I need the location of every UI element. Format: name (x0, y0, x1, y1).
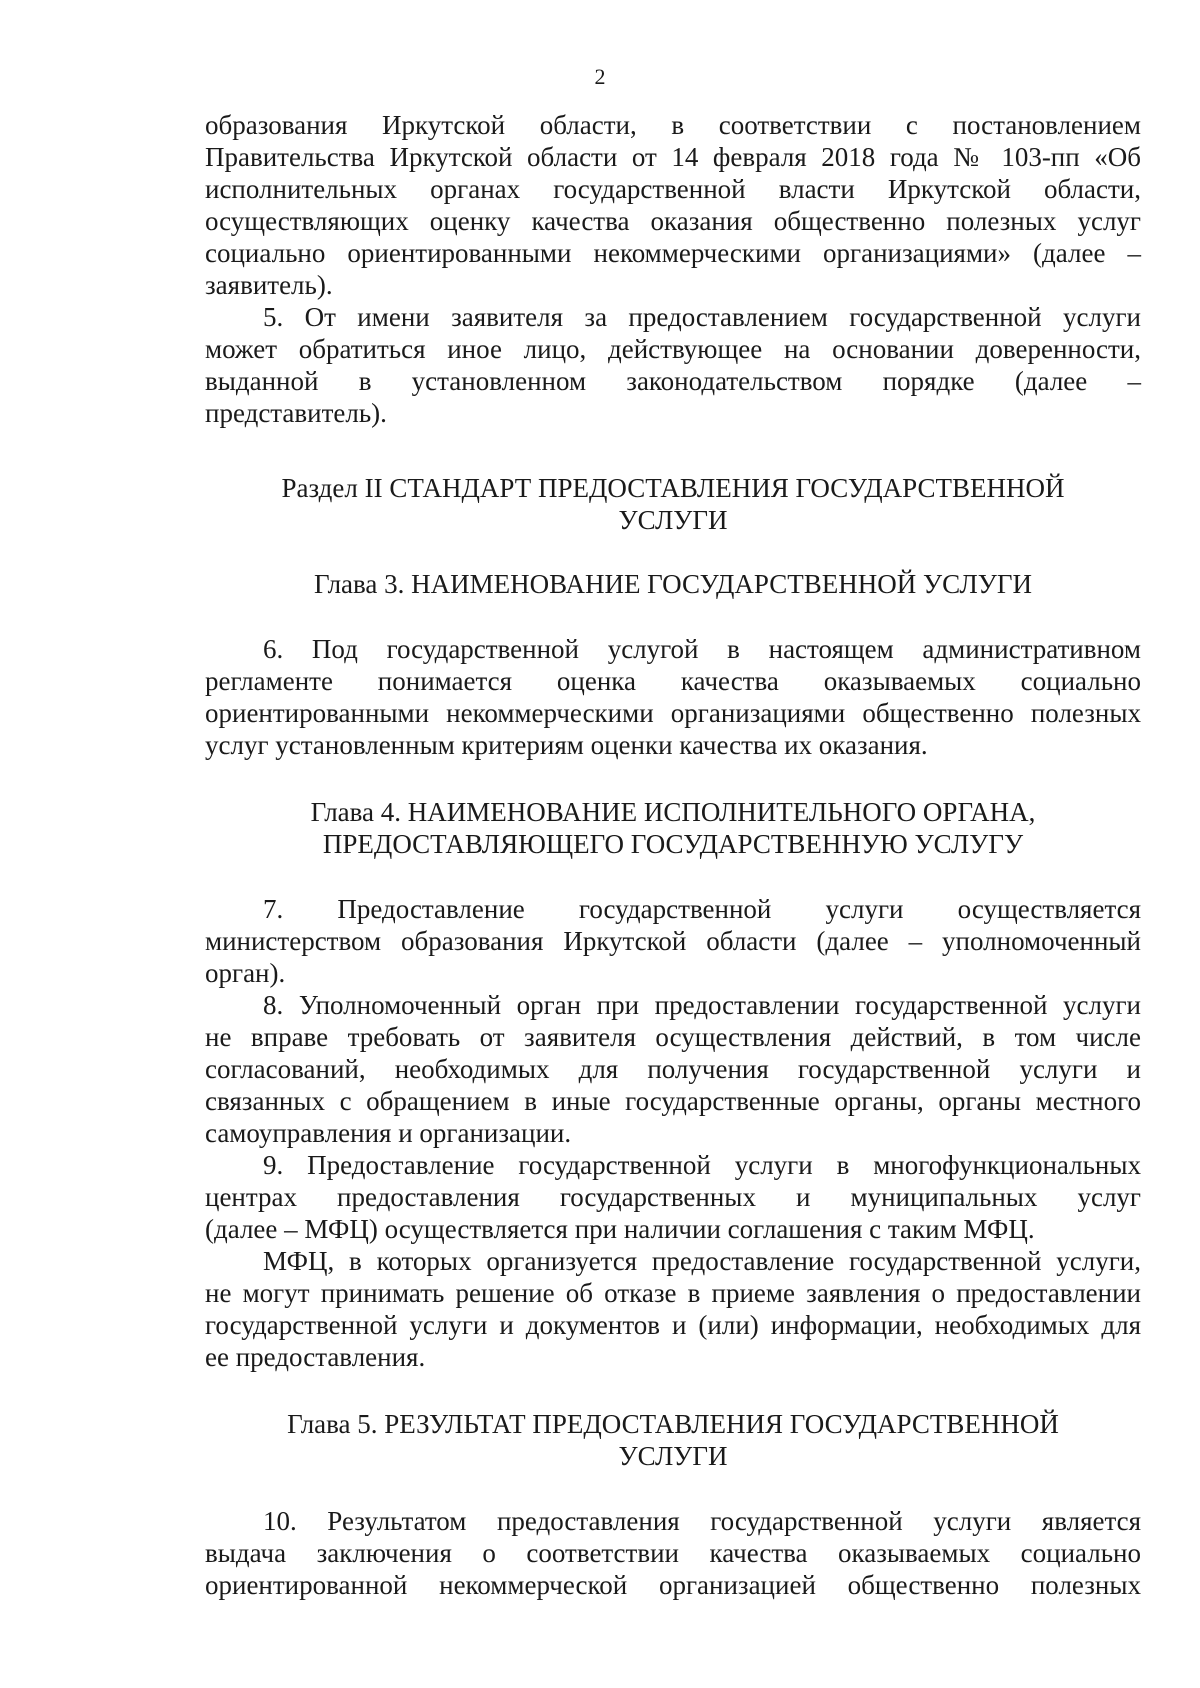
text-line: Правительства Иркутской области от 14 февраля 2018 года № 103-пп «Об (205, 142, 1141, 172)
text-line: не вправе требовать от заявителя осуществления действий, в том числе (205, 1022, 1141, 1052)
text-line: связанных с обращением в иные государственные органы, органы местного (205, 1086, 1141, 1116)
text-line: 8. Уполномоченный орган при предоставлении государственной услуги (263, 990, 1141, 1020)
text-line: 7. Предоставление государственной услуги осуществляется (263, 894, 1141, 924)
text-line: государственной услуги и документов и (или) информации, необходимых для (205, 1310, 1141, 1340)
text-line: согласований, необходимых для получения государственной услуги и (205, 1054, 1141, 1084)
text-line: ориентированной некоммерческой организацией общественно полезных (205, 1570, 1141, 1600)
page-number: 2 (594, 64, 606, 89)
text-line: ориентированными некоммерческими организациями общественно полезных (205, 698, 1141, 728)
text-line: самоуправления и организации. (205, 1118, 572, 1148)
text-line: 9. Предоставление государственной услуги в многофункциональных (263, 1150, 1141, 1180)
text-line: может обратиться иное лицо, действующее на основании доверенности, (205, 334, 1141, 364)
text-line: 5. От имени заявителя за предоставлением государственной услуги (263, 302, 1141, 332)
chapter-heading: ПРЕДОСТАВЛЯЮЩЕГО ГОСУДАРСТВЕННУЮ УСЛУГУ (322, 829, 1024, 859)
text-line: министерством образования Иркутской области (далее – уполномоченный (205, 926, 1141, 956)
text-line: исполнительных органах государственной власти Иркутской области, (205, 174, 1141, 204)
text-line: МФЦ, в которых организуется предоставление государственной услуги, (263, 1246, 1141, 1276)
text-line: (далее – МФЦ) осуществляется при наличии соглашения с таким МФЦ. (205, 1214, 1035, 1244)
chapter-heading: Глава 3. НАИМЕНОВАНИЕ ГОСУДАРСТВЕННОЙ УСЛУГИ (313, 569, 1032, 599)
text-line: орган). (205, 958, 286, 988)
text-line: социально ориентированными некоммерческими организациями» (далее – (205, 238, 1141, 268)
text-line: центрах предоставления государственных и муниципальных услуг (205, 1182, 1141, 1212)
chapter-heading: Глава 5. РЕЗУЛЬТАТ ПРЕДОСТАВЛЕНИЯ ГОСУДАРСТВЕННОЙ (287, 1409, 1059, 1439)
text-line: ее предоставления. (205, 1342, 426, 1372)
chapter-heading: УСЛУГИ (618, 1441, 728, 1471)
text-line: 10. Результатом предоставления государственной услуги является (263, 1506, 1141, 1536)
text-line: выдача заключения о соответствии качества оказываемых социально (205, 1538, 1141, 1568)
section-heading: УСЛУГИ (618, 505, 728, 535)
text-line: образования Иркутской области, в соответствии с постановлением (205, 110, 1141, 140)
text-line: выданной в установленном законодательством порядке (далее – (205, 366, 1141, 396)
text-line: 6. Под государственной услугой в настоящем административном (263, 634, 1141, 664)
text-line: регламенте понимается оценка качества оказываемых социально (205, 666, 1141, 696)
section-heading: Раздел II СТАНДАРТ ПРЕДОСТАВЛЕНИЯ ГОСУДАРСТВЕННОЙ (281, 473, 1065, 503)
chapter-heading: Глава 4. НАИМЕНОВАНИЕ ИСПОЛНИТЕЛЬНОГО ОРГАНА, (310, 797, 1036, 827)
text-line: заявитель). (205, 270, 333, 300)
text-line: не могут принимать решение об отказе в приеме заявления о предоставлении (205, 1278, 1141, 1308)
text-line: представитель). (205, 398, 387, 428)
text-line: осуществляющих оценку качества оказания общественно полезных услуг (205, 206, 1141, 236)
text-line: услуг установленным критериям оценки качества их оказания. (205, 730, 928, 760)
